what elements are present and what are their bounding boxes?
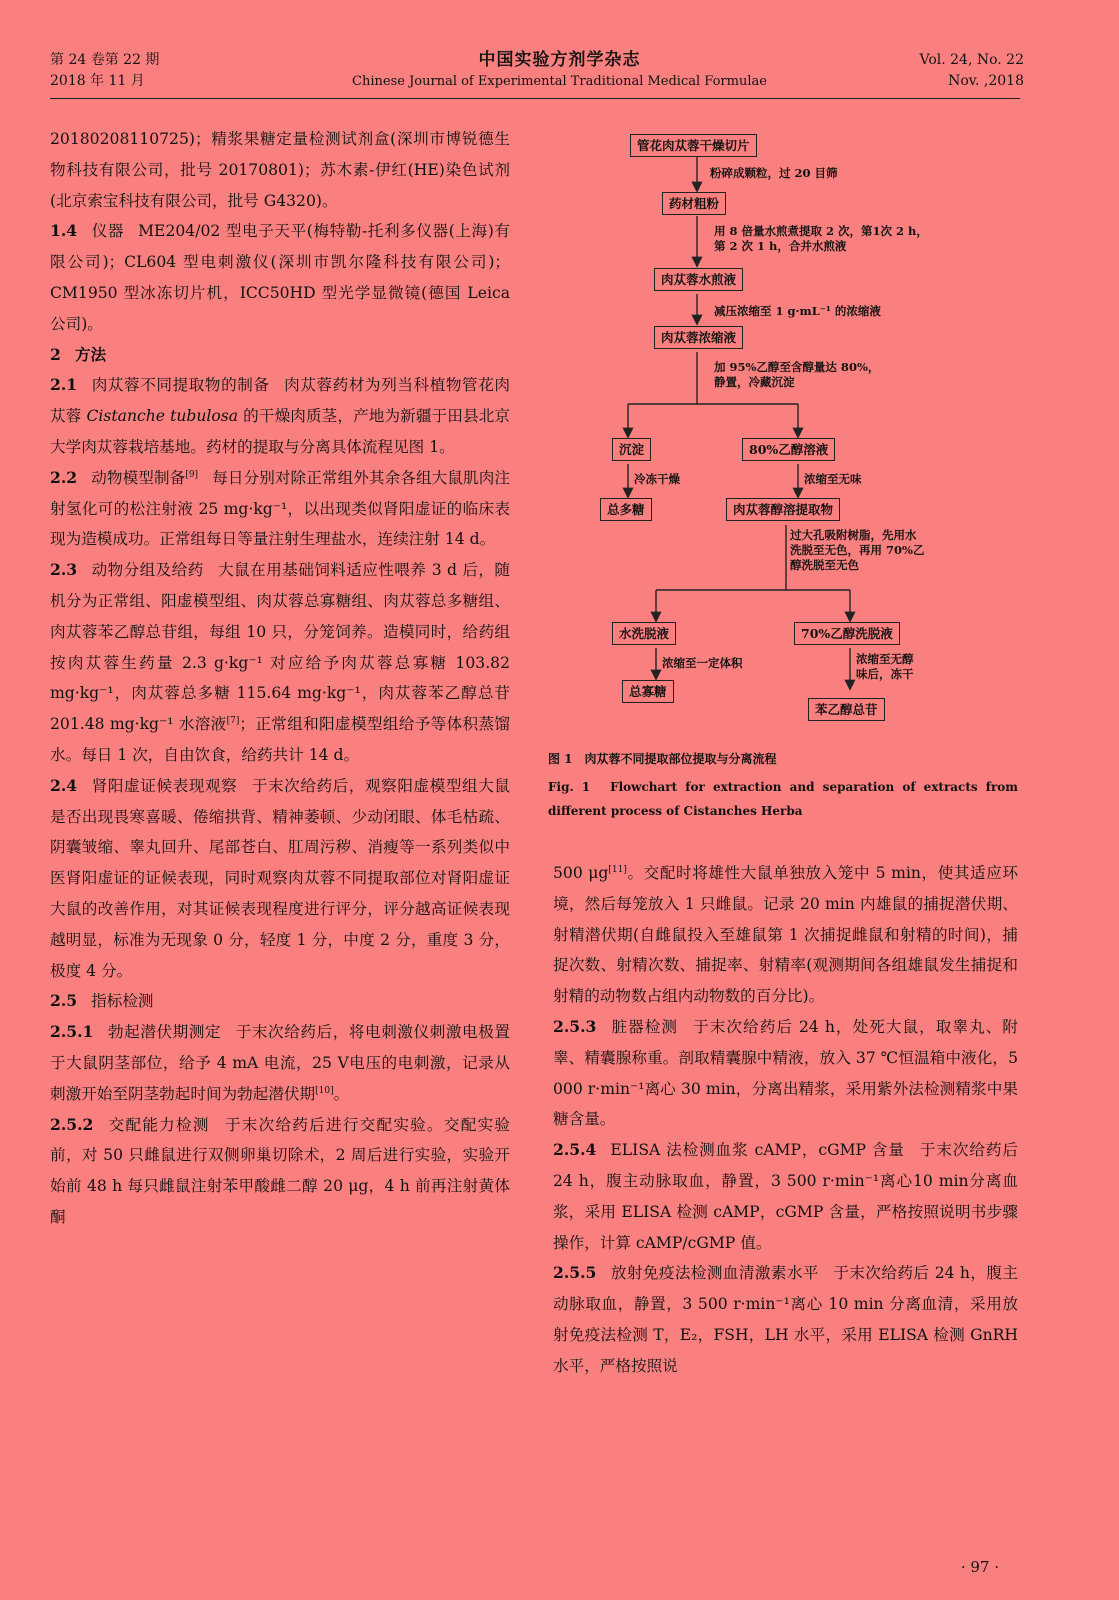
flow-box-total-oligosaccharide: 总寡糖	[622, 680, 674, 703]
section-2-5-5	[553, 1258, 1018, 1381]
section-number: 2.5.4	[553, 1140, 597, 1160]
flowchart-connectors	[590, 120, 1030, 740]
section-body: 。	[333, 1084, 350, 1103]
section-1-4	[50, 216, 510, 339]
figure-caption-en: Fig. 1 Flowchart for extraction and separation of extracts from different process of Cistanches Herba	[548, 780, 1018, 818]
section-2-2	[50, 463, 510, 555]
flow-box-alcohol-extract: 肉苁蓉醇溶提取物	[726, 498, 840, 521]
flow-note-line: 加 95%乙醇至含醇量达 80%，	[714, 360, 880, 374]
right-column	[553, 858, 1018, 1382]
citation: [11]	[608, 864, 627, 875]
section-title: 仪器	[91, 222, 125, 241]
flow-box-precipitate: 沉淀	[612, 438, 651, 461]
section-2-3	[50, 555, 510, 771]
flow-box-coarse-powder: 药材粗粉	[662, 192, 726, 215]
section-2-5-3	[553, 1012, 1018, 1135]
flow-box-water-decoction: 肉苁蓉水煎液	[654, 268, 743, 291]
flowchart-figure	[590, 120, 1030, 740]
section-body: 的干燥肉质茎，产地为新疆于田县北京大学肉苁蓉栽培基地。药材的提取与分离具体流程见图 1。	[50, 407, 510, 456]
flow-note-decoction	[714, 224, 928, 254]
paragraph-mating	[553, 858, 1018, 1012]
section-number: 2.5.5	[553, 1263, 597, 1283]
flow-box-concentrate: 肉苁蓉浓缩液	[654, 326, 743, 349]
section-number: 2	[50, 344, 61, 364]
journal-title-cn: 中国实验方剂学杂志	[478, 50, 641, 70]
journal-title-en: Chinese Journal of Experimental Traditional Medical Formulae	[352, 74, 767, 89]
section-2-5	[50, 986, 510, 1017]
section-body: 每日分别对除正常组外其余各组大鼠肌肉注射氢化可的松注射液 25 mg·kg⁻¹，以出现类似肾阳虚证的临床表现为造模成功。正常组每日等量注射生理盐水，连续注射 14 d。	[50, 468, 510, 549]
section-number: 2.5.3	[553, 1016, 597, 1036]
flow-note-line: 醇洗脱至无色	[790, 558, 859, 572]
flow-note-ethanol	[714, 360, 879, 390]
section-number: 2.5	[50, 991, 78, 1011]
flow-box-ethanol-solution: 80%乙醇溶液	[742, 438, 835, 461]
date-cn: 2018 年 11 月	[50, 73, 145, 89]
section-number: 2.3	[50, 560, 78, 580]
flow-box-water-eluate: 水洗脱液	[612, 622, 676, 645]
flow-box-raw-slices: 管花肉苁蓉干燥切片	[630, 134, 757, 157]
flow-note-freeze-dry: 冷冻干燥	[634, 472, 680, 486]
section-title: 方法	[74, 344, 107, 364]
section-number: 2.1	[50, 375, 78, 395]
section-2-5-2	[50, 1110, 510, 1233]
flow-note-line: 浓缩至无醇	[856, 652, 914, 666]
section-title: 勃起潜伏期测定	[107, 1023, 222, 1042]
section-title: 动物分组及给药	[91, 561, 204, 580]
section-body: ；正常组和阳虚模型组给予等体积蒸馏水。每日 1 次，自由饮食，给药共计 14 d。	[50, 715, 510, 764]
section-body: 大鼠在用基础饲料适应性喂养 3 d 后，随机分为正常组、阳虚模型组、肉苁蓉总寡糖组、肉苁蓉总多糖组、肉苁蓉苯乙醇总苷组，每组 10 只，分笼饲养。造模同时，给药组按肉苁蓉生药量 2.3 g·kg⁻¹ 对应给予肉苁蓉总寡糖 103.82 mg·kg⁻¹，肉苁蓉总多糖 115.64 mg·kg⁻¹，肉苁蓉苯乙醇总苷 201.48 mg·kg⁻¹ 水溶液	[50, 561, 510, 734]
flow-note-concentrate: 减压浓缩至 1 g·mL⁻¹ 的浓缩液	[714, 304, 881, 318]
flow-note-line: 用 8 倍量水煎煮提取 2 次，第1次 2 h，	[714, 224, 928, 238]
section-title: 放射免疫法检测血清激素水平	[610, 1264, 819, 1283]
section-number: 2.5.1	[50, 1022, 94, 1042]
section-number: 2.5.2	[50, 1114, 94, 1134]
flow-note-line: 静置，冷藏沉淀	[714, 375, 795, 389]
paragraph-text: 500 μg	[553, 864, 609, 882]
header-right	[920, 50, 1025, 92]
citation: [10]	[315, 1085, 334, 1096]
section-title: 肉苁蓉不同提取物的制备	[91, 376, 270, 395]
section-body: ME204/02 型电子天平(梅特勒-托利多仪器(上海)有限公司)；CL604 型电刺激仪(深圳市凯尔隆科技有限公司)；CM1950 型冰冻切片机，ICC50HD 型光学显微镜(德国 Leica 公司)。	[50, 222, 510, 333]
page-number: · 97 ·	[960, 1558, 999, 1576]
section-2-4	[50, 771, 510, 987]
section-2	[50, 340, 510, 371]
header-rule	[50, 98, 1020, 99]
section-body: 于末次给药后，观察阳虚模型组大鼠是否出现畏寒喜暖、倦缩拱背、精神萎顿、少动闭眼、体毛枯疏、阴囊皱缩、睾丸回升、尾部苍白、肛周污秽、消瘦等一系列类似中医肾阳虚证的证候表现，同时观察肉苁蓉不同提取部位对肾阳虚证大鼠的改善作用，对其证候表现程度进行评分，评分越高证候表现越明显，标准为无现象 0 分，轻度 1 分，中度 2 分，重度 3 分，极度 4 分。	[50, 776, 510, 980]
flow-note-resin	[790, 528, 924, 573]
flow-note-line: 第 2 次 1 h，合并水煎液	[714, 239, 847, 253]
volume-issue-cn: 第 24 卷第 22 期	[50, 52, 160, 68]
section-title: 动物模型制备	[91, 468, 186, 487]
section-number: 2.2	[50, 467, 78, 487]
section-body: 于末次给药后 24 h，腹主动脉取血，静置，3 500 r·min⁻¹离心 10 min 分离血清，采用放射免疫法检测 T，E₂，FSH，LH 水平，采用 ELISA 检测 GnRH 水平，严格按照说	[553, 1264, 1018, 1375]
section-2-5-1	[50, 1017, 510, 1109]
section-number: 2.4	[50, 775, 78, 795]
flow-note-alcohol-free	[856, 652, 914, 682]
section-2-1	[50, 370, 510, 462]
citation: [9]	[185, 469, 199, 480]
flow-note-line: 味后，冻干	[856, 667, 914, 681]
citation: [7]	[226, 715, 240, 726]
latin-name: Cistanche tubulosa	[86, 407, 239, 426]
paragraph-text: 。交配时将雄性大鼠单独放入笼中 5 min，使其适应环境，然后每笼放入 1 只雌鼠。记录 20 min 内雄鼠的捕捉潜伏期、射精潜伏期(自雌鼠投入至雄鼠第 1 次捕捉雌鼠和射精的时间)，捕捉次数、射精次数、捕捉率、射精率(观测期间各组雄鼠发生捕捉和射精的动物数占组内动物数的百分比)。	[553, 864, 1018, 1006]
flow-box-ethanol-eluate: 70%乙醇洗脱液	[794, 622, 900, 645]
section-body: 肉苁蓉药材为列当科植物管花肉苁蓉	[50, 376, 510, 426]
flow-note-volume: 浓缩至一定体积	[662, 656, 743, 670]
date-en: Nov. ,2018	[948, 73, 1024, 89]
flow-note-odorless: 浓缩至无味	[804, 472, 862, 486]
volume-issue-en: Vol. 24, No. 22	[919, 52, 1024, 68]
section-title: 肾阳虚证候表现观察	[91, 776, 238, 795]
section-title: ELISA 法检测血浆 cAMP，cGMP 含量	[610, 1141, 905, 1160]
section-body: 于末次给药后 24 h，处死大鼠，取睾丸、附睾、精囊腺称重。剖取精囊腺中精液，放入 37 ℃恒温箱中液化，5 000 r·min⁻¹离心 30 min，分离出精浆，采用紫外法检测精浆中果糖含量。	[553, 1017, 1018, 1129]
flow-note-line: 过大孔吸附树脂，先用水	[790, 528, 917, 542]
section-body: 于末次给药后 24 h，腹主动脉取血，静置，3 500 r·min⁻¹离心10 min分离血浆，采用 ELISA 检测 cAMP，cGMP 含量，严格按照说明书步骤操作，计算 cAMP/cGMP 值。	[553, 1141, 1018, 1252]
section-2-5-4	[553, 1135, 1018, 1258]
left-column	[50, 124, 510, 1233]
section-title: 脏器检测	[610, 1017, 679, 1036]
figure-caption-cn: 图 1 肉苁蓉不同提取部位提取与分离流程	[548, 752, 777, 766]
section-title: 指标检测	[91, 992, 154, 1011]
section-body: 于末次给药后进行交配实验。交配实验前，对 50 只雌鼠进行双侧卵巢切除术，2 周后进行实验，实验开始前 48 h 每只雌鼠注射苯甲酸雌二醇 20 μg，4 h 前再注射黄体酮	[50, 1115, 510, 1226]
section-number: 1.4	[50, 221, 78, 241]
flow-note-line: 洗脱至无色，再用 70%乙	[790, 543, 925, 557]
flow-box-phenylethanoid: 苯乙醇总苷	[808, 698, 885, 721]
flow-note-grind: 粉碎成颗粒，过 20 目筛	[710, 166, 838, 180]
section-body: 于末次给药后，将电刺激仪刺激电极置于大鼠阴茎部位，给予 4 mA 电流，25 V电压的电刺激，记录从刺激开始至阴茎勃起时间为勃起潜伏期	[50, 1023, 510, 1103]
flow-box-total-polysaccharide: 总多糖	[600, 498, 652, 521]
paragraph-reagents: 20180208110725)；精浆果糖定量检测试剂盒(深圳市博锐德生物科技有限公司，批号 20170801)；苏木素-伊红(HE)染色试剂(北京索宝科技有限公司，批号 G4320)。	[50, 130, 510, 210]
section-title: 交配能力检测	[107, 1115, 210, 1134]
